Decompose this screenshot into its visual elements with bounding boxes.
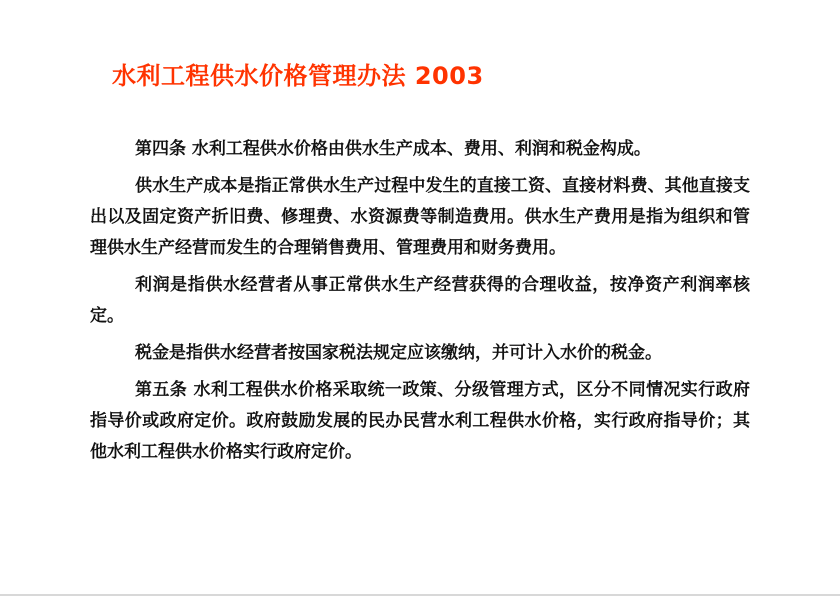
paragraph-profit: 利润是指供水经营者从事正常供水生产经营获得的合理收益，按净资产利润率核定。 [90, 275, 750, 326]
paragraph-article-5: 第五条 水利工程供水价格采取统一政策、分级管理方式，区分不同情况实行政府指导价或政府定价。政府鼓励发展的民办民营水利工程供水价格，实行政府指导价；其他水利工程供水价格实行政府定价。 [90, 380, 750, 462]
paragraph-tax: 税金是指供水经营者按国家税法规定应该缴纳，并可计入水价的税金。 [135, 343, 662, 363]
paragraph-production-cost: 供水生产成本是指正常供水生产过程中发生的直接工资、直接材料费、其他直接支出以及固定资产折旧费、修理费、水资源费等制造费用。供水生产费用是指为组织和管理供水生产经营而发生的合理销售费用、管理费用和财务费用。 [90, 176, 750, 258]
slide-body [90, 134, 750, 468]
slide-title: 水利工程供水价格管理办法 2003 [112, 62, 484, 90]
paragraph-article-4: 第四条 水利工程供水价格由供水生产成本、费用、利润和税金构成。 [135, 139, 651, 159]
